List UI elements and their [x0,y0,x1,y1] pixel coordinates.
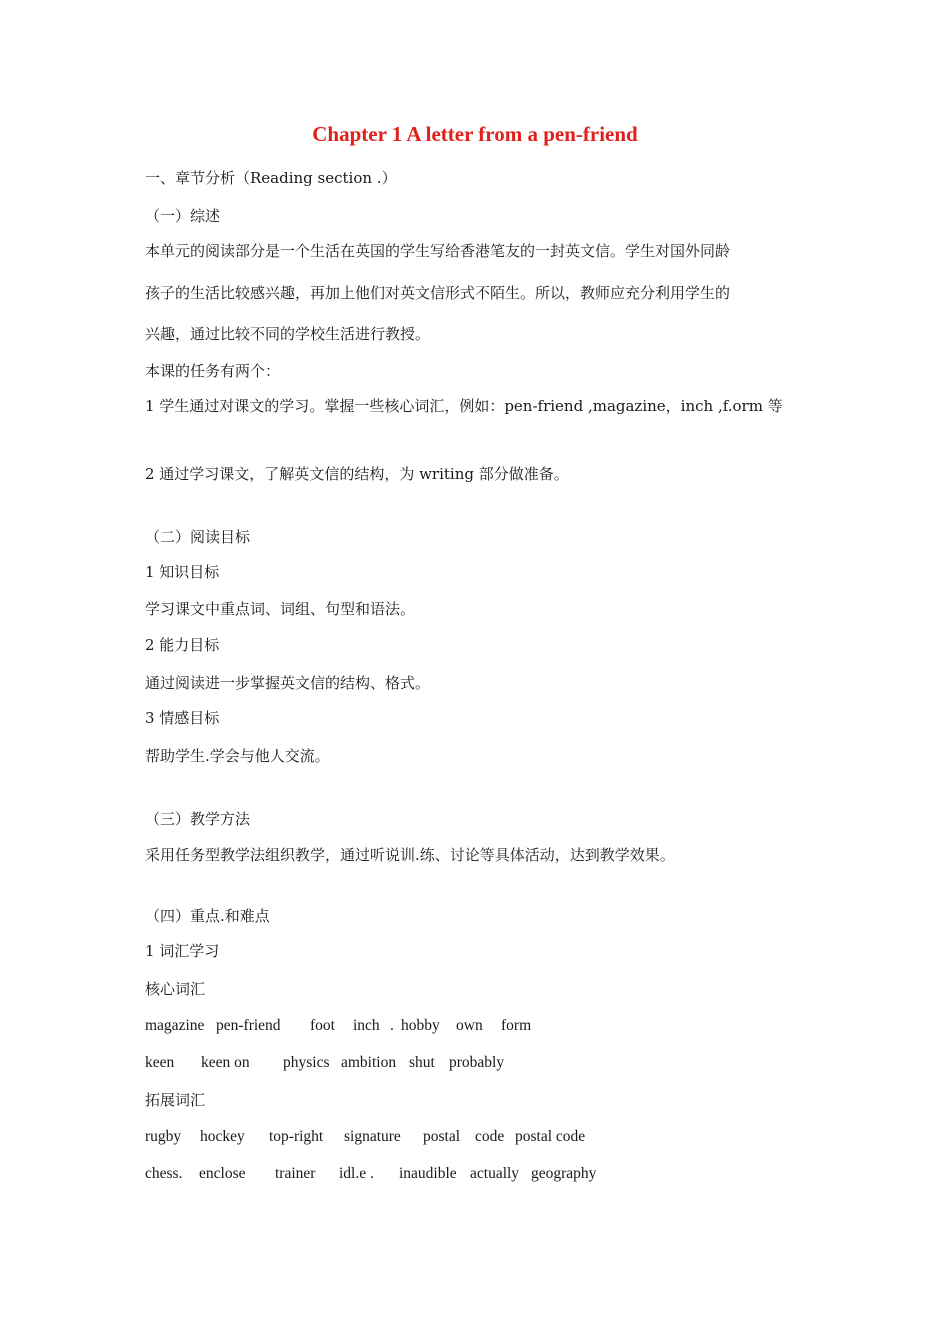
vocab-mark: . [390,1017,394,1034]
vocab-word: enclose [199,1165,246,1182]
overview-paragraph-line-3: 兴趣，通过比较不同的学校生活进行教授。 [145,325,431,343]
vocab-word: inch [353,1017,380,1034]
vocab-word: idl.e . [339,1165,374,1182]
goals-heading: （二）阅读目标 [145,528,251,546]
vocab-word: probably [449,1054,505,1071]
goal-1-text: 学习课文中重点词、词组、句型和语法。 [145,600,416,618]
vocab-word: actually [470,1165,520,1182]
vocab-word: hockey [200,1128,245,1145]
vocab-word: shut [409,1054,435,1071]
vocab-word: signature [344,1128,401,1145]
vocab-word: top-right [269,1128,324,1145]
vocab-word: postal [423,1128,461,1145]
vocab-word: physics [283,1054,330,1071]
vocab-word: postal code [515,1128,586,1145]
vocab-word: geography [531,1165,597,1182]
tasks-intro: 本课的任务有两个： [145,362,281,380]
vocab-word: ambition [341,1054,397,1071]
vocab-word: keen on [201,1054,250,1071]
overview-paragraph-line-2: 孩子的生活比较感兴趣，再加上他们对英文信形式不陌生。所以，教师应充分利用学生的 [145,284,731,302]
method-text: 采用任务型教学法组织教学，通过听说训.练、讨论等具体活动，达到教学效果。 [145,846,675,864]
goal-2-text: 通过阅读进一步掌握英文信的结构、格式。 [145,674,431,692]
task-2: 2 通过学习课文，了解英文信的结构，为 writing 部分做准备。 [145,465,569,483]
core-vocab-label: 核心词汇 [145,980,206,998]
section-heading: 一、章节分析（Reading section .） [145,169,397,187]
vocab-word: form [501,1017,532,1034]
vocab-heading: 1 词汇学习 [145,942,220,960]
goal-1-title: 1 知识目标 [145,563,220,581]
vocab-word: foot [310,1017,335,1034]
task-1: 1 学生通过对课文的学习。掌握一些核心词汇，例如：pen-friend ,magazine，inch ,f.orm 等 [145,397,783,415]
overview-heading: （一）综述 [145,207,221,225]
vocab-word: inaudible [399,1165,457,1182]
vocab-word: magazine [145,1017,205,1034]
goal-3-title: 3 情感目标 [145,709,220,727]
vocab-word: rugby [145,1128,182,1145]
vocab-word: code [475,1128,505,1145]
vocab-word: own [456,1017,483,1034]
goal-3-text: 帮助学生.学会与他人交流。 [145,747,330,765]
vocab-word: chess. [145,1165,183,1182]
key-points-heading: （四）重点.和难点 [145,907,270,925]
vocab-word: trainer [275,1165,316,1182]
extended-vocab-label: 拓展词汇 [145,1091,206,1109]
vocab-word: pen-friend [216,1017,281,1034]
chapter-title: Chapter 1 A letter from a pen-friend [312,122,638,146]
overview-paragraph-line-1: 本单元的阅读部分是一个生活在英国的学生写给香港笔友的一封英文信。学生对国外同龄 [145,242,731,260]
goal-2-title: 2 能力目标 [145,636,220,654]
method-heading: （三）教学方法 [145,810,251,828]
vocab-word: keen [145,1054,175,1071]
vocab-word: hobby [401,1017,440,1034]
